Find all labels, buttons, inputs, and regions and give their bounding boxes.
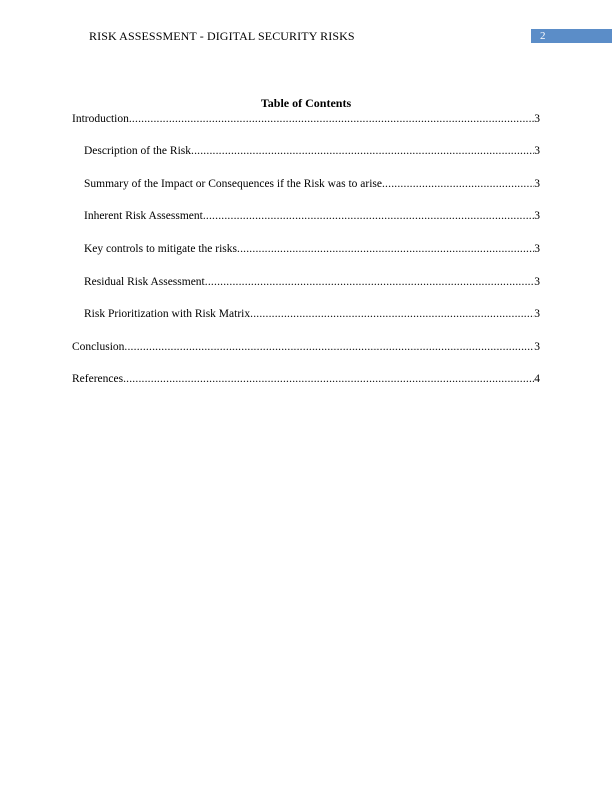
toc-entry-page: 3 (534, 341, 540, 353)
toc-dot-leader (191, 144, 534, 158)
toc-entry-page: 3 (534, 210, 540, 222)
toc-entry-page: 3 (534, 145, 540, 157)
page-number: 2 (540, 30, 546, 42)
toc-entry-label: Description of the Risk (84, 145, 191, 157)
toc-dot-leader (129, 112, 534, 126)
toc-entry-page: 4 (534, 373, 540, 385)
toc-entry-references[interactable] (72, 372, 540, 386)
toc-entry-risk-prioritization[interactable] (84, 307, 540, 321)
toc-entry-page: 3 (534, 276, 540, 288)
toc-entry-page: 3 (534, 308, 540, 320)
toc-entry-label: Risk Prioritization with Risk Matrix (84, 308, 251, 320)
toc-dot-leader (203, 209, 534, 223)
toc-dot-leader (205, 275, 534, 289)
toc-entry-summary-of-impact[interactable] (84, 177, 540, 191)
toc-entry-residual-risk-assessment[interactable] (84, 275, 540, 289)
toc-entry-label: Introduction (72, 113, 129, 125)
toc-entry-conclusion[interactable] (72, 340, 540, 354)
toc-dot-leader (124, 340, 534, 354)
toc-entry-page: 3 (534, 113, 540, 125)
toc-entry-page: 3 (534, 243, 540, 255)
toc-dot-leader (382, 177, 534, 191)
toc-entry-label: Inherent Risk Assessment (84, 210, 203, 222)
toc-entry-label: Key controls to mitigate the risks (84, 243, 237, 255)
toc-entry-inherent-risk-assessment[interactable] (84, 209, 540, 223)
toc-dot-leader (237, 242, 534, 256)
toc-entry-label: Summary of the Impact or Consequences if the Risk was to arise (84, 178, 382, 190)
toc-entry-label: Residual Risk Assessment (84, 276, 205, 288)
toc-dot-leader (250, 307, 534, 321)
toc-heading: Table of Contents (260, 96, 352, 110)
toc-entry-introduction[interactable] (72, 112, 540, 126)
toc-entry-label: Conclusion (72, 341, 125, 353)
toc-entry-description-of-risk[interactable] (84, 144, 540, 158)
page-number-box (531, 29, 612, 43)
toc-entry-key-controls[interactable] (84, 242, 540, 256)
toc-dot-leader (123, 372, 534, 386)
toc-entry-page: 3 (534, 178, 540, 190)
toc-entry-label: References (72, 373, 124, 385)
running-header-title: RISK ASSESSMENT - DIGITAL SECURITY RISKS (89, 29, 355, 43)
